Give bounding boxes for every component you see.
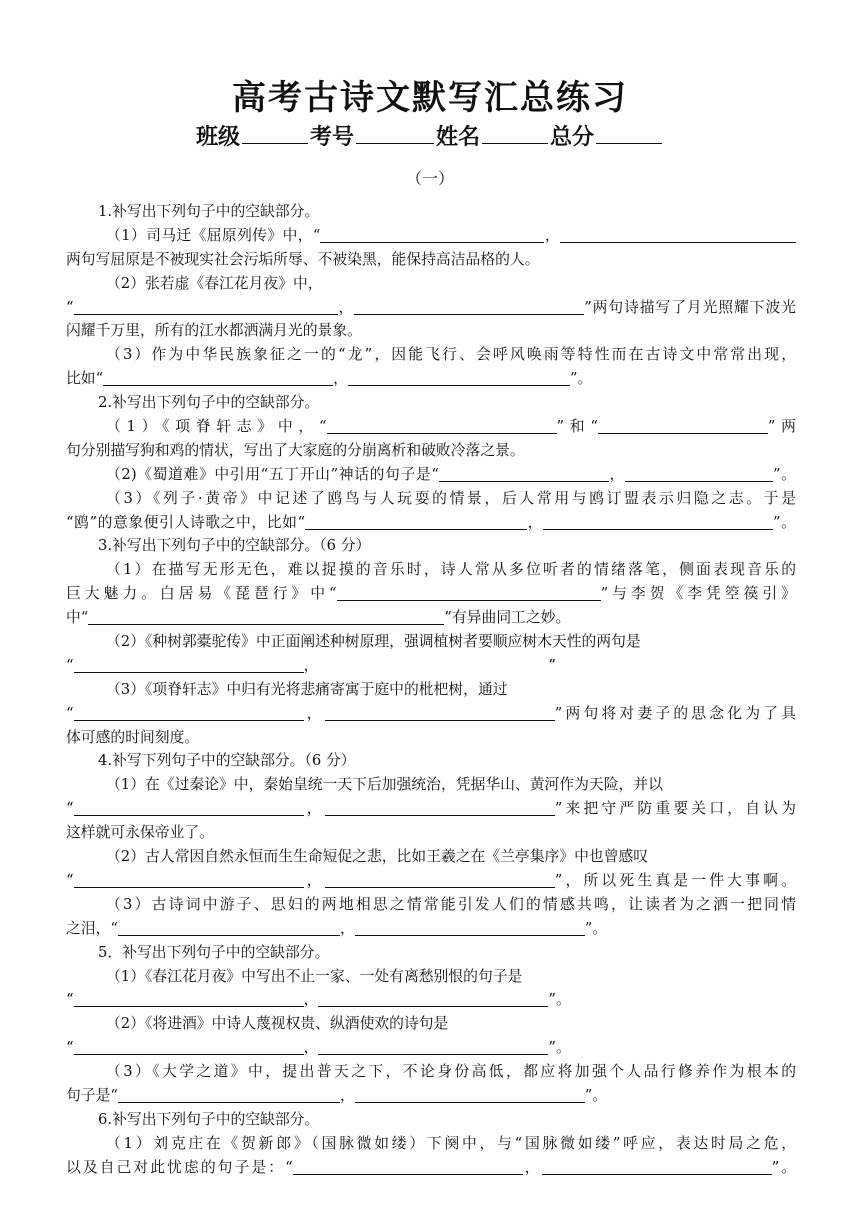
answer-blank[interactable]: [543, 513, 773, 530]
answer-blank[interactable]: [354, 298, 584, 315]
question-line: “ ， ”两句诗描写了月光照耀下波光: [66, 298, 796, 316]
answer-blank[interactable]: [293, 1158, 523, 1175]
question-line: （2）古人常因自然永恒而生生命短促之悲，比如王羲之在《兰亭集序》中也曾感叹: [106, 848, 649, 866]
exam-no-blank[interactable]: [356, 125, 434, 144]
class-label: 班级: [195, 125, 240, 150]
question-line: （2）《将进酒》中诗人蔑视权贵、纵酒使欢的诗句是: [106, 1015, 449, 1033]
question-line: “ ， ”，所以死生真是一件大事啊。: [66, 871, 796, 889]
answer-blank[interactable]: [74, 871, 304, 888]
question-line: （1）在《过秦论》中，秦始皇统一天下后加强统治，凭据华山、黄河作为天险，并以: [106, 776, 663, 794]
question-line: 两句写屈原是不被现实社会污垢所辱、不被染黑，能保持高洁品格的人。: [66, 250, 540, 268]
question-line: 中“ ”有异曲同工之妙。: [66, 609, 571, 627]
student-info-header: [0, 120, 860, 151]
question-line: （2）《种树郭橐驼传》中正面阐述种树原理，强调植树者要顺应树木天性的两句是: [106, 633, 641, 651]
answer-blank[interactable]: [74, 298, 338, 315]
answer-blank[interactable]: [355, 919, 585, 936]
question-line: （1）《春江花月夜》中写出不止一家、一处有离愁别恨的句子是: [106, 967, 523, 985]
question-line: （1）在描写无形无色，难以捉摸的音乐时，诗人常从多位听者的情绪落笔，侧面表现音乐的: [106, 561, 796, 579]
question-line: （3）作为中华民族象征之一的“龙”，因能飞行、会呼风唤雨等特性而在古诗文中常常出现，: [106, 346, 796, 364]
question-line: （3）《列子·黄帝》中记述了鸥鸟与人玩耍的情景，后人常用与鸥订盟表示归隐之志。于是: [106, 489, 796, 507]
question-line: 比如“ ， ”。: [66, 370, 593, 388]
page-title: 高考古诗文默写汇总练习: [232, 78, 628, 118]
answer-blank[interactable]: [318, 656, 548, 673]
name-label: 姓名: [436, 125, 481, 150]
answer-blank[interactable]: [337, 584, 601, 601]
answer-blank[interactable]: [598, 417, 768, 434]
answer-blank[interactable]: [542, 1158, 772, 1175]
answer-blank[interactable]: [88, 608, 444, 625]
question-line: 句分别描写狗和鸡的情状，写出了大家庭的分崩离析和破败冷落之景。: [66, 441, 525, 459]
question-line: （2)《蜀道难》中引用“五丁开山”神话的句子是“ ， ”。: [106, 465, 796, 483]
question-line: 闪耀千万里，所有的江水都洒满月光的景象。: [66, 322, 362, 340]
answer-blank[interactable]: [327, 417, 557, 434]
question-line: 体可感的时间刻度。: [66, 728, 200, 746]
question-line: 这样就可永保帝业了。: [66, 824, 214, 842]
question-line: “ ， ”来把守严防重要关口，自认为: [66, 800, 796, 818]
question-line: （1）刘克庄在《贺新郎》（国脉微如缕）下阕中，与“国脉微如缕”呼应，表达时局之危，: [106, 1134, 796, 1152]
score-label: 总分: [550, 125, 595, 150]
section-heading: （一）: [405, 169, 454, 188]
questions: [66, 200, 796, 1180]
name-blank[interactable]: [482, 125, 548, 144]
question-heading: 3.补写出下列句子中的空缺部分。（6 分）: [98, 537, 371, 555]
answer-blank[interactable]: [118, 919, 340, 936]
answer-blank[interactable]: [325, 799, 555, 816]
class-blank[interactable]: [242, 125, 308, 144]
answer-blank[interactable]: [355, 1086, 585, 1103]
answer-blank[interactable]: [74, 704, 304, 721]
exam-no-label: 考号: [309, 125, 354, 150]
answer-blank[interactable]: [320, 226, 544, 243]
answer-blank[interactable]: [74, 990, 304, 1007]
answer-blank[interactable]: [318, 990, 548, 1007]
question-line: （3）古诗词中游子、思妇的两地相思之情常能引发人们的情感共鸣，让读者为之洒一把同情: [106, 895, 796, 913]
question-line: （3）《大学之道》中，提出普天之下，不论身份高低，都应将加强个人品行修养作为根本的: [106, 1063, 796, 1081]
answer-blank[interactable]: [325, 871, 555, 888]
question-line: “ ， ”。: [66, 991, 571, 1009]
question-heading: 1.补写出下列句子中的空缺部分。: [98, 203, 320, 220]
question-heading: 5．补写出下列句子中的空缺部分。: [98, 943, 330, 961]
question-heading: 2.补写出下列句子中的空缺部分。: [98, 394, 320, 412]
answer-blank[interactable]: [103, 369, 333, 386]
question-line: “ ， ”两句将对妻子的思念化为了具: [66, 704, 796, 722]
question-line: 之泪，“ ， ”。: [66, 919, 608, 937]
question-line: （3）《项脊轩志》中归有光将悲痛寄寓于庭中的枇杷树，通过: [106, 680, 508, 698]
question-line: （1）《项脊轩志》中，“ ”和“ ”两: [106, 418, 796, 436]
answer-blank[interactable]: [118, 1086, 340, 1103]
question-heading: 6.补写出下列句子中的空缺部分。: [98, 1110, 320, 1128]
answer-blank[interactable]: [305, 513, 527, 530]
question-line: “ ， ”。: [66, 1039, 571, 1057]
answer-blank[interactable]: [325, 704, 555, 721]
answer-blank[interactable]: [74, 1038, 304, 1055]
answer-blank[interactable]: [560, 226, 796, 243]
answer-blank[interactable]: [348, 369, 570, 386]
question-line: “ ， ”: [66, 656, 556, 674]
answer-blank[interactable]: [318, 1038, 548, 1055]
score-blank[interactable]: [596, 125, 662, 144]
answer-blank[interactable]: [74, 799, 304, 816]
answer-blank[interactable]: [439, 465, 609, 482]
question-line: （2）张若虚《春江花月夜》中，: [106, 274, 323, 292]
question-line: 以及自己对此忧虑的句子是：“ ， ”。: [66, 1158, 796, 1176]
answer-blank[interactable]: [625, 465, 773, 482]
question-line: 巨大魅力。白居易《琵琶行》中“ ”与李贺《李凭箜篌引》: [66, 585, 796, 603]
answer-blank[interactable]: [74, 656, 304, 673]
question-line: （1）司马迁《屈原列传》中，“ ，: [66, 224, 796, 248]
question-line: “鸥”的意象便引人诗歌之中，比如“ ， ”。: [66, 513, 796, 531]
question-heading: 4.补写下列句子中的空缺部分。（6 分）: [98, 752, 356, 770]
question-line: 句子是“ ， ”。: [66, 1086, 608, 1104]
